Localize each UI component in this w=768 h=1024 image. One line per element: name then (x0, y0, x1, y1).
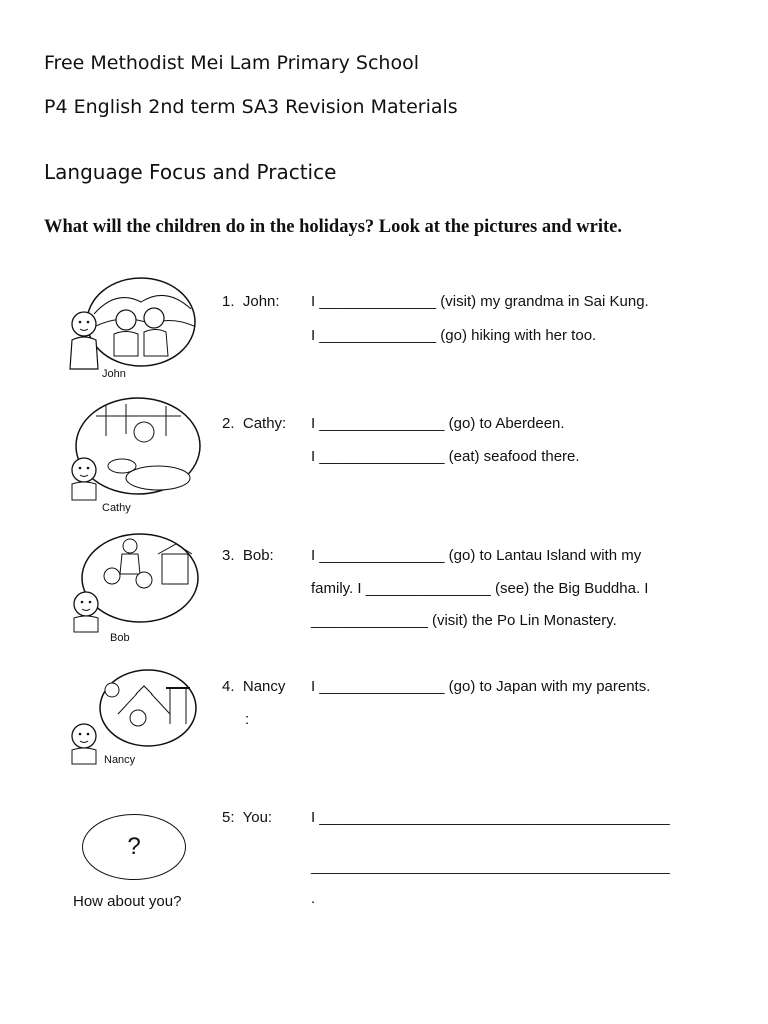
item-4-number: 4. Nancy (222, 678, 286, 695)
item-4-line-1: I _______________ (go) to Japan with my parents. (311, 678, 651, 695)
item-2-number: 2. Cathy: (222, 415, 287, 432)
item-4-name-colon: : (245, 711, 250, 728)
bob-caption: Bob (110, 632, 130, 644)
item-5-line-2: ___________________________________________ (311, 858, 670, 875)
item-1-number: 1. John: (222, 293, 280, 310)
bob-lantau-illustration (66, 532, 201, 644)
item-5-number: 5: You: (222, 809, 273, 826)
worksheet-subtitle: P4 English 2nd term SA3 Revision Materials (44, 96, 458, 118)
cathy-seafood-illustration (66, 396, 201, 514)
john-hiking-illustration (66, 274, 201, 382)
item-2-line-2: I _______________ (eat) seafood there. (311, 448, 580, 465)
item-5-line-1: I __________________________________________ (311, 809, 670, 826)
item-2-line-1: I _______________ (go) to Aberdeen. (311, 415, 565, 432)
nancy-caption: Nancy (104, 754, 136, 766)
question-mark-oval (82, 814, 186, 880)
john-caption: John (102, 368, 126, 380)
how-about-you-caption: How about you? (73, 893, 182, 910)
item-3-line-2: family. I _______________ (see) the Big Buddha. I (311, 580, 649, 597)
instruction: What will the children do in the holidays? Look at the pictures and write. (44, 217, 623, 237)
cathy-caption: Cathy (102, 502, 131, 514)
item-3-number: 3. Bob: (222, 547, 274, 564)
item-3-line-1: I _______________ (go) to Lantau Island with my (311, 547, 642, 564)
item-1-line-2: I ______________ (go) hiking with her too. (311, 327, 597, 344)
question-mark-symbol: ? (127, 833, 141, 860)
section-title: Language Focus and Practice (44, 160, 337, 184)
item-3-line-3: ______________ (visit) the Po Lin Monastery. (311, 612, 617, 629)
item-5-line-3: . (311, 890, 316, 907)
school-name: Free Methodist Mei Lam Primary School (44, 52, 419, 74)
item-1-line-1: I ______________ (visit) my grandma in Sai Kung. (311, 293, 649, 310)
